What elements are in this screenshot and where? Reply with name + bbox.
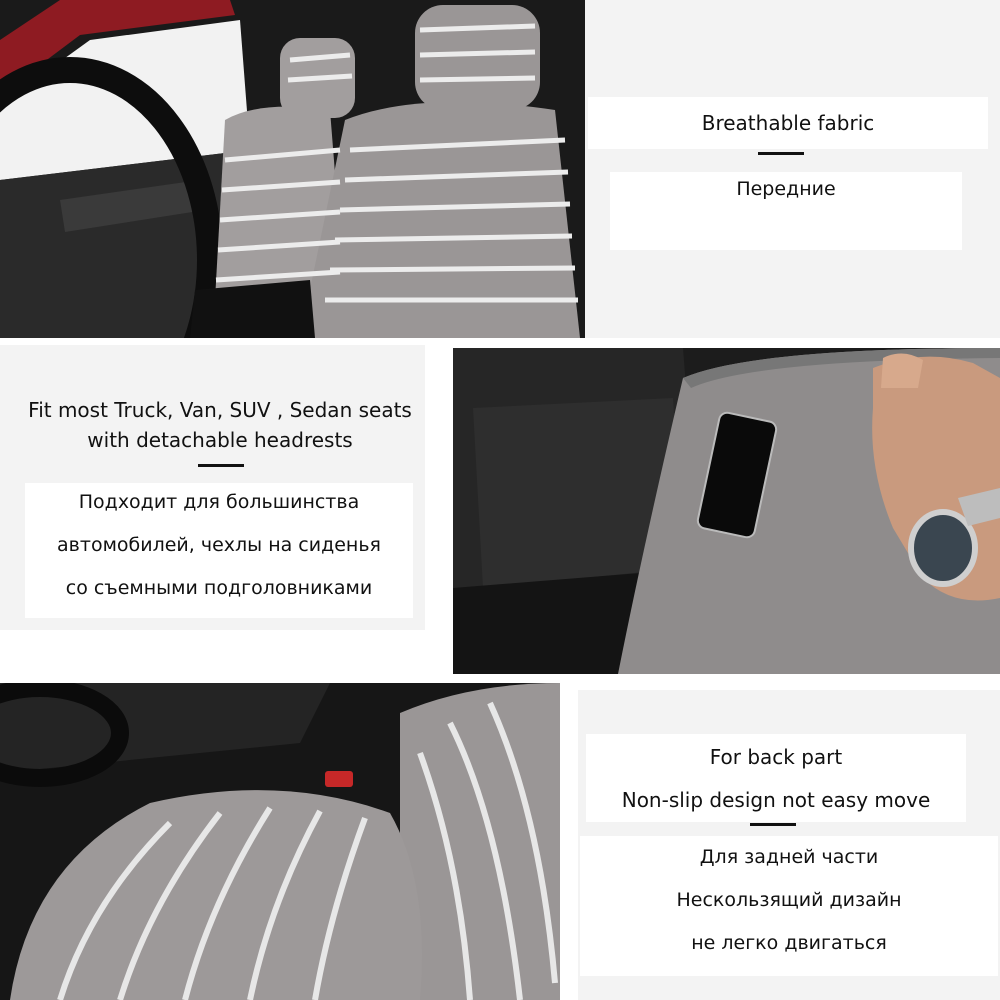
section3-ru-line2: Нескользящий дизайн [676,889,902,911]
bg-panel-top-right [585,0,1000,338]
section1-divider [758,152,804,155]
section2-ru-line1: Подходит для большинства [78,491,360,513]
section3-line1: For back part [709,745,843,769]
section2-line1: Fit most Truck, Van, SUV , Sedan seats [28,398,412,422]
section1-title-box [588,97,988,149]
section2-divider [198,464,244,467]
front-seats-illustration [0,0,585,338]
section1-subtitle-box [610,172,962,250]
photo-front-seats [0,0,585,338]
seat-bottom-illustration [0,683,560,1000]
section2-ru-line2: автомобилей, чехлы на сиденья [57,534,381,556]
section3-divider [750,823,796,826]
section2-ru-box [25,483,413,618]
section3-ru-line1: Для задней части [699,846,879,868]
section3-ru-box [580,836,998,976]
section2-line2: with detachable headrests [87,428,353,452]
section3-title-box [586,734,966,822]
section3-ru-line3: не легко двигаться [691,932,887,954]
seat-pocket-illustration [453,348,1000,674]
photo-seat-pocket [453,348,1000,674]
photo-seat-bottom [0,683,560,1000]
section3-line2: Non-slip design not easy move [621,788,931,812]
section2-ru-line3: со съемными подголовниками [65,577,373,599]
section1-title: Breathable fabric [701,111,875,135]
section1-subtitle-ru: Передние [736,178,836,200]
